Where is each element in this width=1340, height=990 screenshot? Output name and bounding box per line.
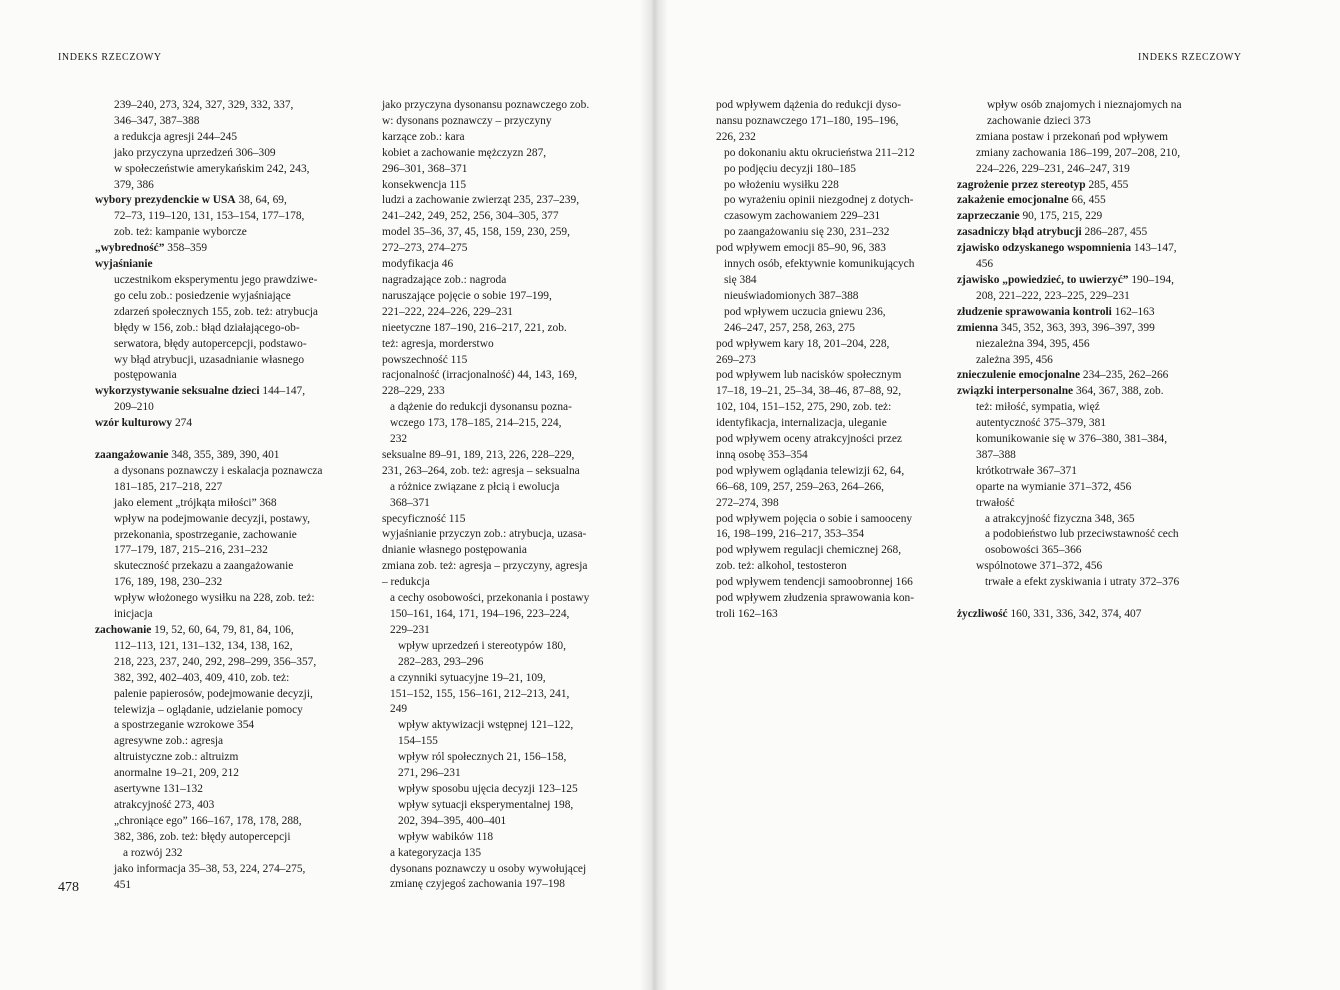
index-entry-line: jako element „trójkąta miłości” 368 <box>114 496 277 509</box>
index-entry-line: pod wpływem oceny atrakcyjności przez <box>716 433 902 446</box>
index-entry-line <box>957 178 1227 194</box>
left-page <box>0 0 652 990</box>
index-entry-line: specyficzność 115 <box>382 512 466 525</box>
index-entry-line: modyfikacja 46 <box>382 258 454 271</box>
index-entry-line: oparte na wymianie 371–372, 456 <box>976 480 1132 493</box>
index-entry-line: uczestnikom eksperymentu jego prawdziwe- <box>114 273 318 286</box>
index-entry-line: wpływ sposobu ujęcia decyzji 123–125 <box>398 782 578 795</box>
index-page-refs: 19, 52, 60, 64, 79, 81, 84, 106, <box>151 624 294 636</box>
running-header-right: INDEKS RZECZOWY <box>1138 52 1242 63</box>
index-entry-line: 181–185, 217–218, 227 <box>114 480 223 493</box>
index-entry-line: skuteczność przekazu a zaangażowanie <box>114 560 294 573</box>
index-headword: zasadniczy błąd atrybucji <box>957 226 1082 239</box>
index-entry-line: 224–226, 229–231, 246–247, 319 <box>976 162 1130 175</box>
index-entry-line <box>957 209 1227 225</box>
index-entry-line: a redukcja agresji 244–245 <box>114 130 238 143</box>
index-entry-line: – redukcja <box>382 576 430 589</box>
index-entry-line: 154–155 <box>398 735 438 748</box>
index-entry-line: 382, 386, zob. też: błędy autopercepcji <box>114 830 291 843</box>
index-entry-line <box>957 241 1227 257</box>
index-entry-line: po dokonaniu aktu okrucieństwa 211–212 <box>724 146 915 159</box>
index-entry-line: 451 <box>114 878 132 891</box>
index-entry-line: pod wpływem kary 18, 201–204, 228, <box>716 337 890 350</box>
index-page-refs: 160, 331, 336, 342, 374, 407 <box>1007 608 1142 621</box>
index-entry-line: niezależna 394, 395, 456 <box>976 337 1090 350</box>
index-entry-line: wyjaśnianie przyczyn zob.: atrybucja, uzasa- <box>382 528 587 541</box>
index-entry-line: jako przyczyna dysonansu poznawczego zob. <box>382 99 590 111</box>
index-page-refs: 274 <box>172 417 193 430</box>
index-entry-line: ludzi a zachowanie zwierząt 235, 237–239, <box>382 194 580 207</box>
index-entry-line: 72–73, 119–120, 131, 153–154, 177–178, <box>114 210 305 223</box>
index-headword: wybory prezydenckie w USA <box>95 194 236 207</box>
index-entry-line: nieetyczne 187–190, 216–217, 221, zob. <box>382 321 567 334</box>
index-headword: zagrożenie przez stereotyp <box>957 178 1086 191</box>
index-entry-line: 456 <box>976 258 994 271</box>
index-entry-line <box>95 623 341 639</box>
index-entry-line: w: dysonans poznawczy – przyczyny <box>382 114 552 127</box>
index-entry-line: karzące zob.: kara <box>382 130 465 143</box>
index-entry-line: kobiet a zachowanie mężczyzn 287, <box>382 146 547 159</box>
index-entry-line: 241–242, 249, 252, 256, 304–305, 377 <box>382 210 559 223</box>
index-entry-line: konsekwencja 115 <box>382 178 467 191</box>
index-entry-line: wpływ uprzedzeń i stereotypów 180, <box>398 639 566 652</box>
index-entry-line: inną osobę 353–354 <box>716 448 808 461</box>
index-page-refs: 348, 355, 389, 390, 401 <box>168 449 280 462</box>
index-entry-line: 379, 386 <box>114 178 154 191</box>
index-entry-line: 177–179, 187, 215–216, 231–232 <box>114 544 268 557</box>
index-entry-line: troli 162–163 <box>716 608 778 620</box>
index-headword: zmienna <box>957 321 999 334</box>
index-headword: wykorzystywanie seksualne dzieci <box>95 385 260 398</box>
index-entry-line <box>95 432 341 448</box>
index-entry-line: a różnice związane z płcią i ewolucja <box>390 480 560 493</box>
index-entry-line <box>957 273 1227 289</box>
index-page-refs: 190–194, <box>1128 273 1175 286</box>
index-headword: znieczulenie emocjonalne <box>957 369 1081 382</box>
index-entry-line: trwałość <box>976 496 1015 509</box>
index-entry-line: serwatora, błędy autopercepcji, podstawo- <box>114 337 307 350</box>
index-entry-line: nagradzające zob.: nagroda <box>382 273 507 286</box>
index-page-refs: 286–287, 455 <box>1081 226 1148 239</box>
index-headword: zjawisko odzyskanego wspomnienia <box>957 242 1132 255</box>
index-entry-line: wpływ osób znajomych i nieznajomych na <box>987 99 1182 111</box>
index-entry-line <box>957 321 1227 337</box>
index-entry-line <box>95 241 341 257</box>
index-entry-line: 272–274, 398 <box>716 496 779 509</box>
index-entry-line: pod wpływem uczucia gniewu 236, <box>724 305 886 318</box>
index-column-1 <box>95 98 341 893</box>
index-entry-line: 229–231 <box>390 623 430 636</box>
index-entry-line: zmiany zachowania 186–199, 207–208, 210, <box>976 146 1181 159</box>
index-entry-line: 239–240, 273, 324, 327, 329, 332, 337, <box>114 99 294 111</box>
index-entry-line: po zaangażowaniu się 230, 231–232 <box>724 226 890 239</box>
book-gutter <box>640 0 668 990</box>
index-headword: wyjaśnianie <box>95 258 153 271</box>
index-entry-line: identyfikacja, internalizacja, uleganie <box>716 417 887 430</box>
index-entry-line <box>95 448 341 464</box>
index-entry-line: pod wpływem regulacji chemicznej 268, <box>716 544 902 557</box>
index-entry-line: też: agresja, morderstwo <box>382 337 494 350</box>
index-page-refs: 143–147, <box>1131 242 1177 255</box>
index-entry-line: 202, 394–395, 400–401 <box>398 814 507 827</box>
index-entry-line: palenie papierosów, podejmowanie decyzji, <box>114 687 313 700</box>
index-entry-line: po wyrażeniu opinii niezgodnej z dotych- <box>724 194 914 207</box>
index-page-refs: 358–359 <box>164 242 208 255</box>
index-entry-line: nansu poznawczego 171–180, 195–196, <box>716 114 899 127</box>
index-entry-line: autentyczność 375–379, 381 <box>976 417 1107 430</box>
index-entry-line: 272–273, 274–275 <box>382 242 468 255</box>
index-entry-line: 209–210 <box>114 401 154 414</box>
index-entry-line: asertywne 131–132 <box>114 783 203 796</box>
index-entry-line: 226, 232 <box>716 130 756 143</box>
index-entry-line: 296–301, 368–371 <box>382 162 468 175</box>
index-entry-line: pod wpływem tendencji samoobronnej 166 <box>716 576 913 589</box>
index-headword: zakażenie emocjonalne <box>957 194 1069 207</box>
index-entry-line: jako przyczyna uprzedzeń 306–309 <box>114 146 276 159</box>
index-entry-line: jako informacja 35–38, 53, 224, 274–275, <box>114 862 306 875</box>
index-entry-line: telewizja – oglądanie, udzielanie pomocy <box>114 703 303 716</box>
index-entry-line: 382, 392, 402–403, 409, 410, zob. też: <box>114 671 290 684</box>
index-entry-line <box>95 257 341 273</box>
index-entry-line: wpływ aktywizacji wstępnej 121–122, <box>398 719 574 732</box>
index-entry-line: a spostrzeganie wzrokowe 354 <box>114 719 255 732</box>
index-entry-line: a podobieństwo lub przeciwstawność cech <box>985 528 1179 541</box>
index-entry-line: w społeczeństwie amerykańskim 242, 243, <box>114 162 310 175</box>
index-headword: związki interpersonalne <box>957 385 1074 398</box>
index-entry-line: nieuświadomionych 387–388 <box>724 289 859 302</box>
index-entry-line: wpływ ról społecznych 21, 156–158, <box>398 751 567 764</box>
right-page <box>652 0 1340 990</box>
index-headword: zjawisko „powiedzieć, to uwierzyć” <box>957 273 1129 286</box>
index-entry-line: osobowości 365–366 <box>985 544 1082 557</box>
index-entry-line: model 35–36, 37, 45, 158, 159, 230, 259, <box>382 226 570 239</box>
index-entry-line: a czynniki sytuacyjne 19–21, 109, <box>390 671 546 684</box>
index-entry-line: wpływ sytuacji eksperymentalnej 198, <box>398 798 574 811</box>
index-entry-line: 208, 221–222, 223–225, 229–231 <box>976 289 1130 302</box>
index-entry-line: zachowanie dzieci 373 <box>987 114 1091 127</box>
index-entry-line: powszechność 115 <box>382 353 468 366</box>
index-entry-line: 228–229, 233 <box>382 385 445 398</box>
index-entry-line: po podjęciu decyzji 180–185 <box>724 162 856 175</box>
index-headword: zachowanie <box>95 624 152 636</box>
index-page-refs: 38, 64, 69, <box>235 194 287 207</box>
index-entry-line: innych osób, efektywnie komunikujących <box>724 258 915 271</box>
index-entry-line: a cechy osobowości, przekonania i postawy <box>390 592 590 605</box>
index-entry-line: 269–273 <box>716 353 756 366</box>
index-entry-line: a atrakcyjność fizyczna 348, 365 <box>985 512 1135 525</box>
index-entry-line: a dysonans poznawczy i eskalacja poznawcza <box>114 464 323 477</box>
index-entry-line: zmiana postaw i przekonań pod wpływem <box>976 130 1169 143</box>
index-entry-line: 102, 104, 151–152, 275, 290, zob. też: <box>716 401 892 414</box>
index-entry-line: wspólnotowe 371–372, 456 <box>976 560 1103 573</box>
index-entry-line: przekonania, spostrzeganie, zachowanie <box>114 528 297 541</box>
index-entry-line: wpływ na podejmowanie decyzji, postawy, <box>114 512 311 525</box>
index-entry-line: seksualne 89–91, 189, 213, 226, 228–229, <box>382 448 575 461</box>
index-entry-line: po włożeniu wysiłku 228 <box>724 178 839 191</box>
index-entry-line <box>95 384 341 400</box>
index-entry-line: pod wpływem emocji 85–90, 96, 383 <box>716 242 886 255</box>
index-entry-line <box>95 416 341 432</box>
index-column-4 <box>957 98 1227 623</box>
index-entry-line: zdarzeń społecznych 155, zob. też: atrybucja <box>114 305 318 318</box>
index-entry-line: pod wpływem lub nacisków społecznym <box>716 369 902 382</box>
index-entry-line: altruistyczne zob.: altruizm <box>114 751 239 764</box>
index-column-2 <box>382 98 612 893</box>
index-entry-line: atrakcyjność 273, 403 <box>114 798 215 811</box>
index-entry-line: dysonans poznawczy u osoby wywołującej <box>390 862 587 875</box>
index-entry-line: 218, 223, 237, 240, 292, 298–299, 356–357, <box>114 655 317 668</box>
index-entry-line: pod wpływem złudzenia sprawowania kon- <box>716 592 915 605</box>
index-entry-line <box>957 591 1227 607</box>
index-entry-line: 221–222, 224–226, 229–231 <box>382 305 513 318</box>
index-page-refs: 364, 367, 388, zob. <box>1073 385 1164 398</box>
index-entry-line: wpływ włożonego wysiłku na 228, zob. też: <box>114 592 315 605</box>
index-entry-line <box>957 368 1227 384</box>
index-page-refs: 162–163 <box>1111 305 1155 318</box>
index-entry-line: zmiana zob. też: agresja – przyczyny, agresja <box>382 560 588 573</box>
index-headword: zaprzeczanie <box>957 210 1020 223</box>
index-entry-line: pod wpływem dążenia do redukcji dyso- <box>716 99 902 111</box>
index-entry-line: inicjacja <box>114 608 153 621</box>
index-entry-line: 271, 296–231 <box>398 767 461 780</box>
index-entry-line: czasowym zachowaniem 229–231 <box>724 210 881 223</box>
index-entry-line: anormalne 19–21, 209, 212 <box>114 767 239 780</box>
index-headword: zaangażowanie <box>95 449 169 462</box>
index-entry-line: błędy w 156, zob.: błąd działającego-ob- <box>114 321 300 334</box>
index-page-refs: 144–147, <box>259 385 306 398</box>
index-entry-line: wczego 173, 178–185, 214–215, 224, <box>390 417 562 430</box>
index-page-refs: 285, 455 <box>1085 178 1129 191</box>
index-entry-line: a dążenie do redukcji dysonansu pozna- <box>390 401 572 414</box>
index-page-refs: 234–235, 262–266 <box>1080 369 1169 382</box>
index-entry-line: pod wpływem oglądania telewizji 62, 64, <box>716 464 905 477</box>
index-entry-line: też: miłość, sympatia, więź <box>976 401 1100 414</box>
index-entry-line: się 384 <box>724 273 757 286</box>
index-headword: „wybredność” <box>95 242 165 255</box>
index-entry-line: 66–68, 109, 257, 259–263, 264–266, <box>716 480 885 493</box>
running-header-left: INDEKS RZECZOWY <box>58 52 162 63</box>
index-entry-line: wpływ wabików 118 <box>398 830 494 843</box>
index-entry-line: 346–347, 387–388 <box>114 114 200 127</box>
index-entry-line: postępowania <box>114 369 177 382</box>
index-entry-line: 368–371 <box>390 496 430 509</box>
index-entry-line: a kategoryzacja 135 <box>390 846 482 859</box>
index-column-3 <box>716 98 938 623</box>
page-number: 478 <box>58 880 79 895</box>
index-headword: życzliwość <box>957 608 1008 621</box>
index-entry-line: „chroniące ego” 166–167, 178, 178, 288, <box>114 814 302 827</box>
index-entry-line: pod wpływem pojęcia o sobie i samooceny <box>716 512 913 525</box>
index-entry-line: 246–247, 257, 258, 263, 275 <box>724 321 855 334</box>
index-entry-line: 112–113, 121, 131–132, 134, 138, 162, <box>114 639 293 652</box>
index-entry-line: 232 <box>390 433 408 446</box>
index-entry-line: 150–161, 164, 171, 194–196, 223–224, <box>390 608 570 620</box>
index-headword: złudzenie sprawowania kontroli <box>957 305 1112 318</box>
index-entry-line: racjonalność (irracjonalność) 44, 143, 169, <box>382 369 578 382</box>
index-entry-line: agresywne zob.: agresja <box>114 735 224 748</box>
index-entry-line: krótkotrwałe 367–371 <box>976 464 1077 477</box>
index-entry-line: naruszające pojęcie o sobie 197–199, <box>382 289 552 302</box>
index-entry-line: zależna 395, 456 <box>976 353 1053 366</box>
index-entry-line: go celu zob.: posiedzenie wyjaśniające <box>114 289 291 302</box>
index-entry-line <box>957 225 1227 241</box>
index-entry-line <box>957 193 1227 209</box>
index-page-refs: 345, 352, 363, 393, 396–397, 399 <box>998 321 1155 334</box>
index-entry-line: 176, 189, 198, 230–232 <box>114 576 223 589</box>
index-entry-line: trwałe a efekt zyskiwania i utraty 372–376 <box>985 576 1180 589</box>
index-entry-line: komunikowanie się w 376–380, 381–384, <box>976 433 1168 446</box>
index-entry-line: 231, 263–264, zob. też: agresja – seksualna <box>382 464 580 477</box>
index-page-refs: 66, 455 <box>1068 194 1106 207</box>
index-entry-line: wy błąd atrybucji, uzasadnianie własnego <box>114 353 305 366</box>
index-entry-line: 387–388 <box>976 448 1016 461</box>
index-page-refs: 90, 175, 215, 229 <box>1019 210 1103 223</box>
index-entry-line: 282–283, 293–296 <box>398 655 484 668</box>
index-entry-line: zob. też: kampanie wyborcze <box>114 226 247 239</box>
index-entry-line: a rozwój 232 <box>123 846 183 859</box>
index-entry-line: 249 <box>390 703 408 716</box>
index-entry-line: 17–18, 19–21, 25–34, 38–46, 87–88, 92, <box>716 385 902 398</box>
index-entry-line: 16, 198–199, 216–217, 353–354 <box>716 528 865 541</box>
index-entry-line: dnianie własnego postępowania <box>382 544 527 557</box>
index-entry-line: 151–152, 155, 156–161, 212–213, 241, <box>390 687 570 700</box>
index-headword: wzór kulturowy <box>95 417 173 430</box>
index-entry-line <box>957 384 1227 400</box>
index-entry-line: zob. też: alkohol, testosteron <box>716 560 847 573</box>
index-entry-line <box>957 305 1227 321</box>
index-entry-line <box>95 193 341 209</box>
index-entry-line: zmianę czyjegoś zachowania 197–198 <box>390 878 565 891</box>
index-entry-line <box>957 607 1227 623</box>
